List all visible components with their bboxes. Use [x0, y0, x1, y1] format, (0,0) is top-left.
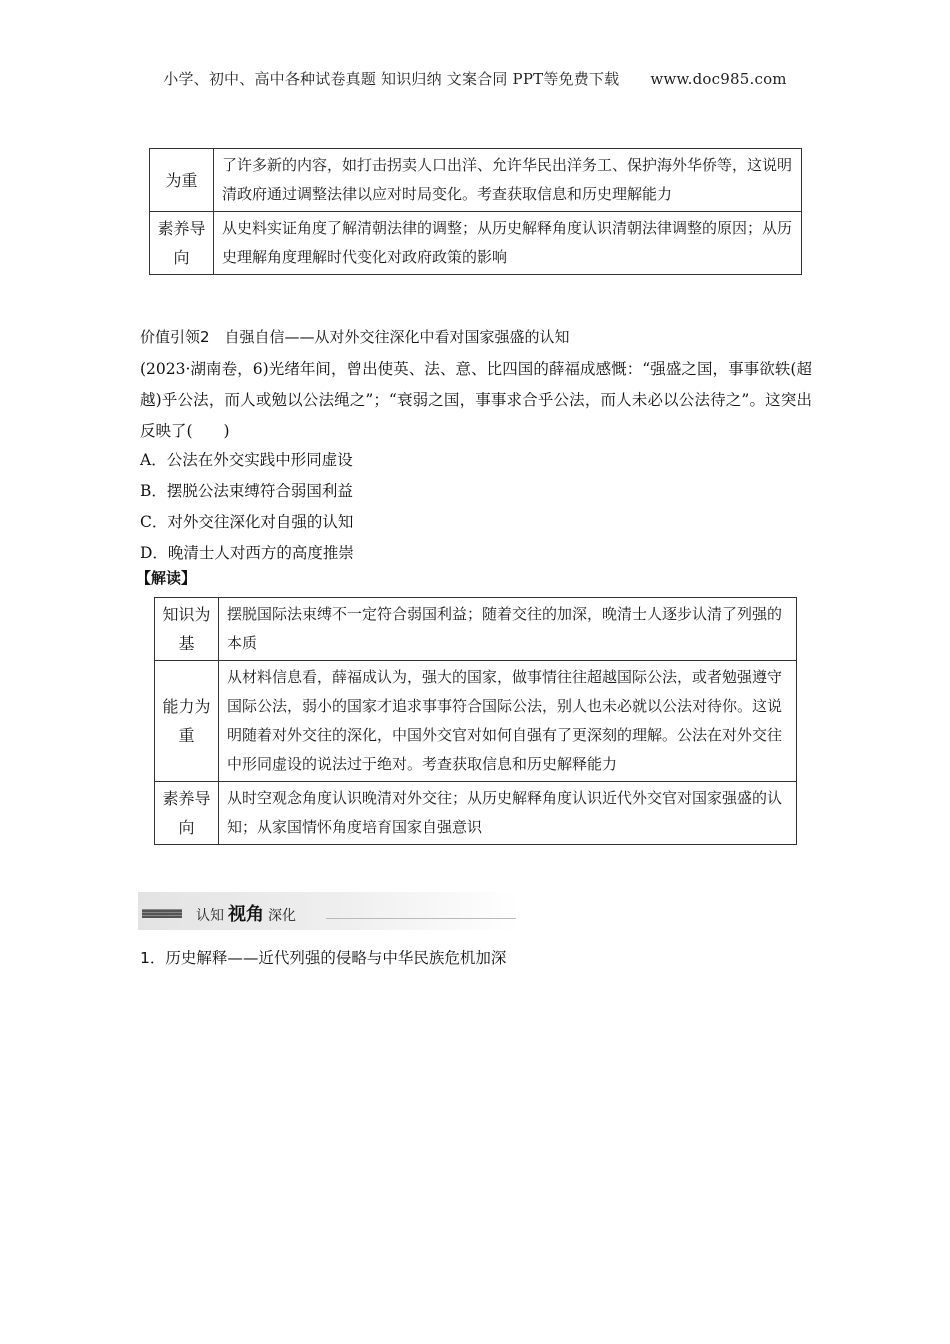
page-header [0, 68, 950, 89]
question-stem: (2023·湖南卷，6)光绪年间，曾出使英、法、意、比四国的薛福成感慨：“强盛之国，事事欲轶(超越)乎公法，而人或勉以公法绳之”；“衰弱之国，事事求合乎公法，而人未必以公法待之”。这突出反映了( ) [140, 360, 812, 440]
analysis-heading: 【解读】 [136, 569, 197, 587]
option-a: A．公法在外交实践中形同虚设 [140, 451, 353, 469]
banner-big: 视角 [228, 904, 264, 925]
banner-right: 深化 [268, 908, 296, 924]
row-label: 素养导向 [155, 782, 219, 845]
row-content: 从史料实证角度了解清朝法律的调整；从历史解释角度认识清朝法律调整的原因；从历史理解角度理解时代变化对政府政策的影响 [214, 212, 802, 275]
option-b: B．摆脱公法束缚符合弱国利益 [140, 482, 353, 500]
row-content: 了许多新的内容，如打击拐卖人口出洋、允许华民出洋务工、保护海外华侨等，这说明清政府通过调整法律以应对时局变化。考查获取信息和历史理解能力 [214, 149, 802, 212]
option-c: C．对外交往深化对自强的认知 [140, 513, 354, 531]
row-label: 素养导向 [150, 212, 214, 275]
row-content: 从时空观念角度认识晚清对外交往；从历史解释角度认识近代外交官对国家强盛的认知；从家国情怀角度培育国家自强意识 [219, 782, 797, 845]
header-url[interactable]: www.doc985.com [650, 70, 787, 88]
row-label: 知识为基 [155, 598, 219, 661]
banner-bar-icon [142, 909, 182, 918]
table-row [155, 598, 797, 661]
banner-text [196, 900, 296, 926]
analysis-table [154, 597, 797, 845]
table-continued [149, 148, 802, 275]
header-text: 小学、初中、高中各种试卷真题 知识归纳 文案合同 PPT等免费下载 [163, 70, 620, 88]
section-title: 价值引领2 自强自信——从对外交往深化中看对国家强盛的认知 [140, 328, 570, 346]
banner-left: 认知 [196, 908, 224, 924]
row-content: 摆脱国际法束缚不一定符合弱国利益；随着交往的加深，晚清士人逐步认清了列强的本质 [219, 598, 797, 661]
table-row [150, 149, 802, 212]
option-d: D．晚清士人对西方的高度推崇 [140, 544, 354, 562]
row-label: 能力为重 [155, 661, 219, 782]
list-item: 1．历史解释——近代列强的侵略与中华民族危机加深 [140, 949, 507, 967]
banner-rule [326, 918, 516, 919]
table-row [150, 212, 802, 275]
table-row [155, 661, 797, 782]
table-row [155, 782, 797, 845]
row-label: 为重 [150, 149, 214, 212]
row-content: 从材料信息看，薛福成认为，强大的国家，做事情往往超越国际公法，或者勉强遵守国际公法，弱小的国家才追求事事符合国际公法，别人也未必就以公法对待你。这说明随着对外交往的深化，中国外交官对如何自强有了更深刻的理解。公法在对外交往中形同虚设的说法过于绝对。考查获取信息和历史解释能力 [219, 661, 797, 782]
section-banner [138, 892, 518, 930]
